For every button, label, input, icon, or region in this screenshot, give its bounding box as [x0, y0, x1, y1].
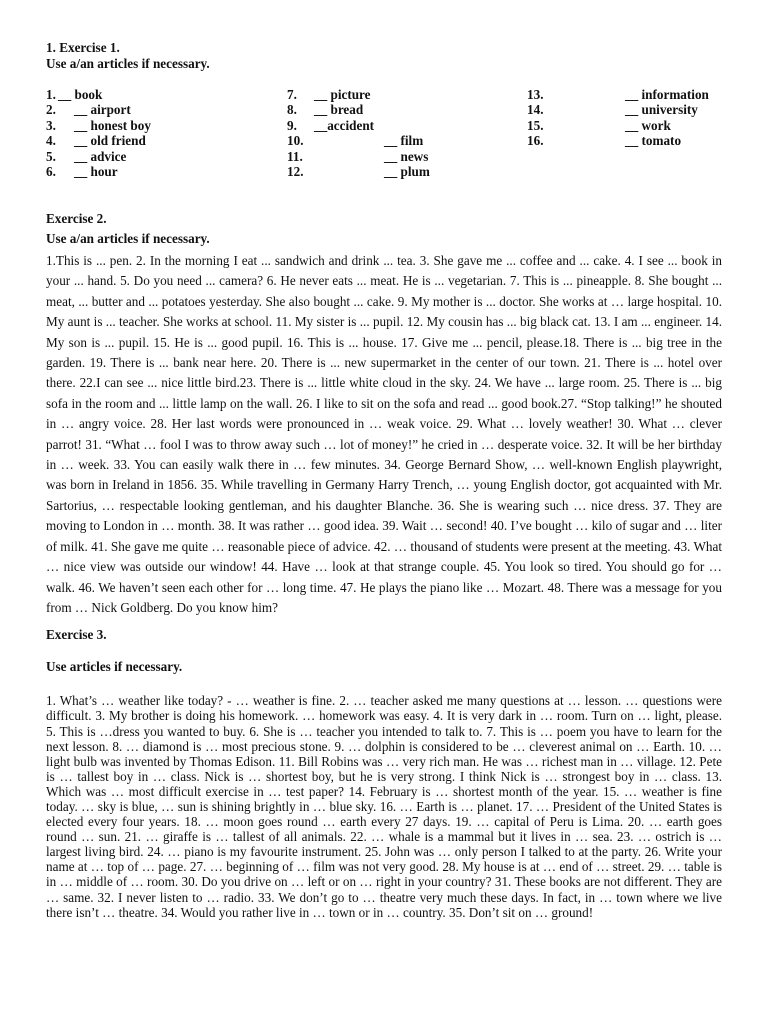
exercise-3-title: Exercise 3.: [46, 627, 107, 643]
items-column-2: [287, 87, 487, 179]
list-item: 1. __ book: [46, 87, 103, 102]
list-item: 15. __ work: [527, 117, 671, 133]
list-item: 11. __ news: [287, 148, 429, 164]
items-column-3: [527, 87, 722, 149]
exercise-1-title: 1. Exercise 1.: [46, 40, 120, 55]
list-item: 2. __ airport: [46, 102, 131, 118]
list-item: 10. __ film: [287, 133, 424, 149]
exercise-1-instruction: Use a/an articles if necessary.: [46, 56, 210, 71]
items-column-1: [46, 87, 151, 179]
worksheet-page: [46, 40, 722, 920]
list-item: 8. __ bread: [287, 102, 364, 118]
list-item: 6. __ hour: [46, 164, 118, 180]
exercise-1-items: [46, 87, 722, 179]
list-item: 14. __ university: [527, 102, 698, 118]
list-item: 3. __ honest boy: [46, 117, 151, 133]
exercise-1: [46, 40, 722, 179]
list-item: 7. __ picture: [287, 87, 371, 102]
exercise-3-instruction: Use articles if necessary.: [46, 659, 183, 675]
list-item: 9. __accident: [287, 117, 375, 133]
list-item: 16. __ tomato: [527, 133, 682, 149]
exercise-2-text: 1.This is ... pen. 2. In the morning I eat ... sandwich and drink ... tea. 3. She gave me ... coffee and ... cake. 4. I see ... book in your ... hand. 5. Do you need ... camera? 6. He never eats ... meat. He is ... vegetarian. 7. This is ... pineapple. 8. She bought ... meat, ... butter and ... potatoes yesterday. She also bought ... cake. 9. My mother is ... doctor. She works at … large hospital. 10. My aunt is ... teacher. She works at school. 11. My sister is ... pupil. 12. My cousin has ... big black cat. 13. I am ... engineer. 14. My son is ... pupil. 15. He is ... good pupil. 16. This is ... house. 17. Give me ... pencil, please.18. There is ... big tree in the garden. 19. There is ... bank near here. 20. There is ... new supermarket in the center of our town. 21. There is ... hotel over there. 22.I can see ... nice little bird.23. There is ... little white cloud in the sky. 24. We have ... large room. 25. There is ... big sofa in the room and ... little lamp on the wall. 26. I like to sit on the sofa and read ... good book.27. “Stop talking!” he shouted in … angry voice. 28. Her last words were pronounced in … weak voice. 29. What … lovely weather! 30. What … clever parrot! 31. “What … fool I was to throw away such … lot of money!” he cried in … desperate voice. 32. It will be her birthday in … week. 33. You can easily walk there in … few minutes. 34. George Bernard Show, … well-known English playwright, was born in Ireland in 1856. 35. While travelling in Germany Harry Trench, … young English doctor, got acquainted with Mr. Sartorius, … respectable looking gentleman, and his daughter Blanche. 36. She is wearing such … nice dress. 37. They are moving to London in … month. 38. It was rather … good idea. 39. Wait … second! 40. I’ve bought … kilo of sugar and … liter of milk. 41. She gave me quite … reasonable piece of advice. 42. … thousand of students were present at the meeting. 43. What … nice view was outside our window! 44. Have … look at that strange couple. 45. You look so tired. You should go for … walk. 46. We haven’t seen each other for … long time. 47. He plays the piano like … Mozart. 48. There was a message for you from … Nick Goldberg. Do you know him?: [46, 253, 722, 615]
exercise-2: [46, 209, 722, 618]
exercise-3: [46, 625, 722, 919]
list-item: 5. __ advice: [46, 148, 127, 164]
list-item: 13. __ information: [527, 87, 709, 102]
exercise-2-title: Exercise 2.: [46, 211, 107, 226]
exercise-2-instruction: Use a/an articles if necessary.: [46, 231, 210, 246]
exercise-3-text: 1. What’s … weather like today? - … weather is fine. 2. … teacher asked me many questions at … lesson. … questions were difficult. 3. My brother is doing his homework. … homework was easy. 4. It is very dark in … room. Turn on … light, please. 5. This is …dress you wanted to buy. 6. She is … teacher you intended to talk to. 7. This is … poem you have to learn for the next lesson. 8. … diamond is … most precious stone. 9. … dolphin is considered to be … cleverest animal on … Earth. 10. … light bulb was invented by Thomas Edison. 11. Bill Robins was … very rich man. He was … richest man in … village. 12. Pete is … tallest boy in … class. Nick is … shortest boy, but he is very strong. I think Nick is … strongest boy in … class. 13. Which was … most difficult exercise in … test paper? 14. February is … shortest month of the year. 15. … weather is fine today. … sky is blue, … sun is shining brightly in … blue sky. 16. … Earth is … planet. 17. … President of the United States is elected every four years. 18. … moon goes round … earth every 27 days. 19. … capital of Peru is Lima. 20. … earth goes round … sun. 21. … giraffe is … tallest of all animals. 22. … whale is a mammal but it lives in … sea. 23. … ostrich is … largest living bird. 24. … piano is my favourite instrument. 25. John was … only person I talked to at the party. 26. Write your name at … top of … page. 27. … beginning of … film was not very good. 28. My house is at … end of … street. 29. … table is in … middle of … room. 30. Do you drive on … left or on … right in your country? 31. These books are not different. They are … same. 32. I never listen to … radio. 33. We don’t go to … theatre very much these days. In fact, in … town where we live there isn’t … theatre. 34. Would you rather live in … town or in … country. 35. Don’t sit on … ground!: [46, 693, 722, 920]
list-item: 12. __ plum: [287, 164, 430, 180]
list-item: 4. __ old friend: [46, 133, 146, 149]
